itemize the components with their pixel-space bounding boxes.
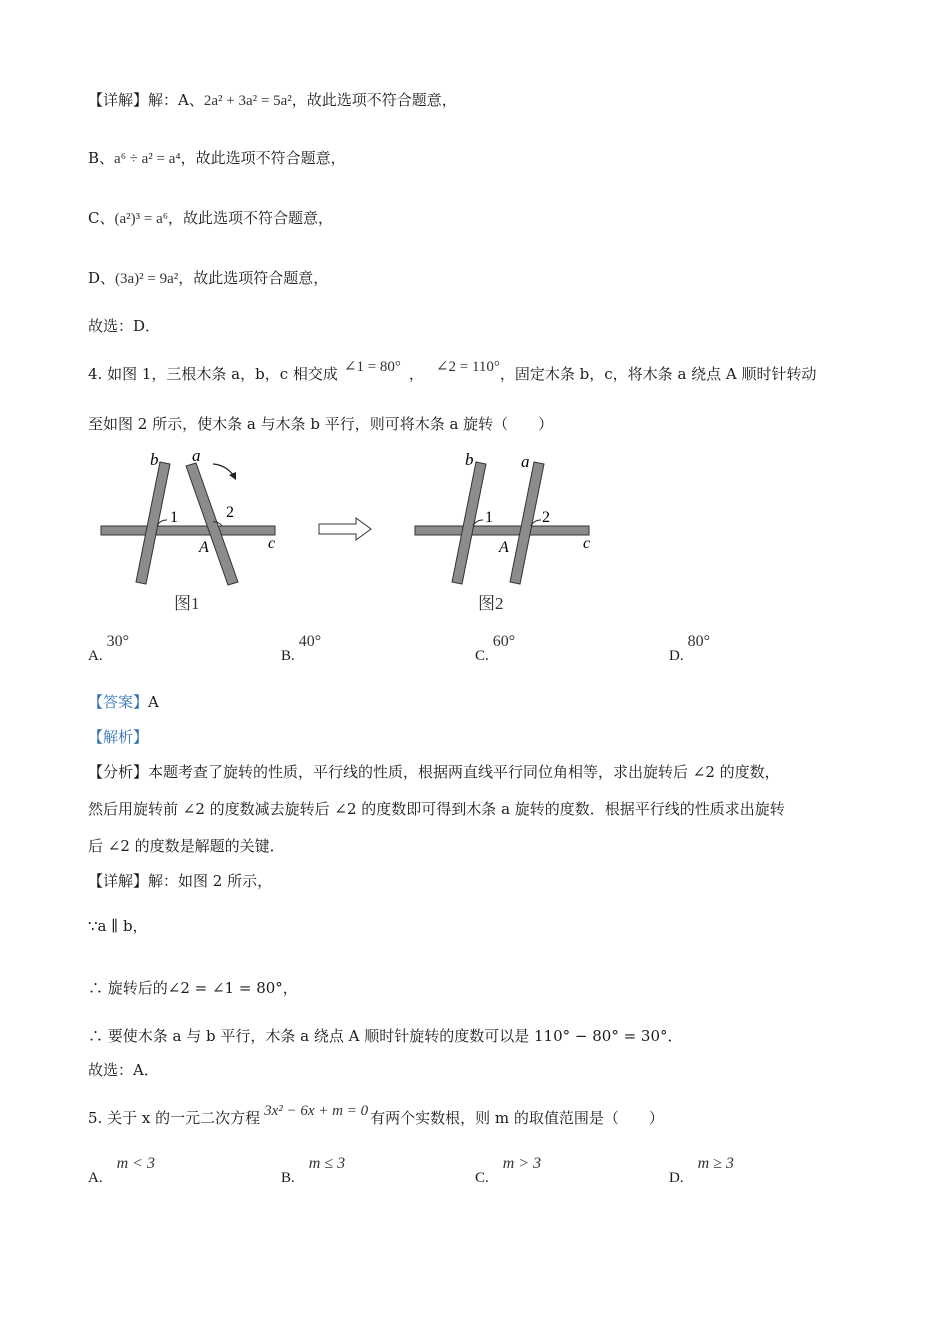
q4-angle1: ∠1 = 80° [343,359,401,375]
fig2-label-b: b [465,450,474,469]
q4-option-a-value: 30° [106,633,129,650]
q3-conclusion: 故选：D． [88,317,161,335]
q4-option-c-label: C. [475,648,489,664]
q4-answer-tag: 【答案】 [88,693,149,711]
q4-analysis-tag: 【解析】 [88,728,149,746]
q3-c-prefix: C、 [88,209,115,227]
fig2-bar-c [415,526,589,535]
q5-equation: 3x² − 6x + m = 0 [264,1103,369,1119]
q4-conclusion: 故选：A． [88,1061,159,1079]
q4-option-a [88,633,129,665]
q4-detail-line1: 【详解】解：如图 2 所示， [88,872,273,890]
fig2-bar-b [452,462,486,584]
q4-option-b-value: 40° [298,633,322,650]
q5-option-a-value: m < 3 [116,1155,155,1172]
q3-d-math: (3a)² = 9a² [115,271,179,287]
fig2-label-1: 1 [485,509,493,526]
figure-1 [101,446,275,613]
q4-analysis-line3: 后 ∠2 的度数是解题的关键． [88,837,285,855]
q5-option-b-label: B. [281,1170,295,1186]
q4-option-b-label: B. [281,648,295,664]
q5-option-c-value: m > 3 [502,1155,542,1172]
q4-answer: A [148,693,159,711]
q4-stem-line2: 至如图 2 所示，使木条 a 与木条 b 平行，则可将木条 a 旋转（ ） [88,415,554,433]
q4-option-b [281,633,322,665]
q3-b-math: a⁶ ÷ a² = a⁴ [114,151,181,167]
q5-option-a-label: A. [88,1170,103,1186]
q3-c-math: (a²)³ = a⁶ [114,211,168,227]
fig1-label-c: c [268,535,276,552]
q4-option-a-label: A. [88,648,103,664]
q4-stem-part-a: 4. 如图 1，三根木条 a，b，c 相交成 [88,365,338,383]
q5-stem-part-b: 有两个实数根，则 m 的取值范围是（ ） [370,1109,664,1127]
q4-option-d-label: D. [669,648,684,664]
q3-b-text: ，故此选项不符合题意， [180,149,346,167]
fig1-bar-b [136,462,170,584]
fig1-label-1: 1 [170,509,178,526]
q4-answer-line [88,692,159,712]
q3-b-prefix: B、 [88,149,115,167]
q3-a-math: 2a² + 3a² = 5a² [203,93,292,109]
q4-option-c-value: 60° [492,633,516,650]
q3-d-prefix: D、 [88,269,116,287]
q5-stem-part-a: 5. 关于 x 的一元二次方程 [88,1109,261,1127]
q4-option-d [669,633,710,665]
q5-option-d-label: D. [669,1170,684,1186]
q4-analysis-line2: 然后用旋转前 ∠2 的度数减去旋转后 ∠2 的度数即可得到木条 a 旋转的度数．根据平行线的性质求出旋转 [88,800,785,818]
q4-detail-line2: ∵a ∥ b， [88,917,148,935]
transition-arrow-icon [319,518,371,540]
q3-d-text: ，故此选项符合题意， [178,269,329,287]
q4-stem-part-b: ，固定木条 b，c，将木条 a 绕点 A 顺时针转动 [499,365,817,383]
q4-detail-line3: ∴ 旋转后的∠2 = ∠1 = 80°， [88,979,298,997]
q4-angle2: ∠2 = 110° [435,359,500,375]
q5-stem [88,1103,664,1129]
q5-option-a [88,1155,155,1187]
q5-option-d-value: m ≥ 3 [697,1155,734,1172]
q3-detail-prefix: 【详解】解：A、 [88,91,204,109]
q5-option-d [669,1155,734,1187]
q4-detail-line4: ∴ 要使木条 a 与 b 平行，木条 a 绕点 A 顺时针旋转的度数可以是 110° − 80° = 30°． [88,1027,683,1045]
fig1-bar-a [186,463,238,585]
q5-option-c [475,1155,542,1187]
q4-option-c [475,633,516,665]
fig1-label-a: a [192,446,201,465]
fig2-label-A: A [499,539,509,556]
fig2-label-a: a [521,452,530,471]
fig1-label-2: 2 [226,504,234,521]
fig2-label-2: 2 [542,509,550,526]
q4-option-d-value: 80° [687,633,710,650]
rotation-arrow-icon [213,464,234,476]
q3-c-text: ，故此选项不符合题意， [167,209,333,227]
q4-analysis-line1: 【分析】本题考查了旋转的性质，平行线的性质，根据两直线平行同位角相等，求出旋转后 ∠2 的度数， [88,763,780,781]
fig2-bar-a [510,462,544,584]
q4-sep: ， [408,365,424,383]
fig1-label-b: b [150,450,159,469]
q3-a-text: ，故此选项不符合题意， [291,91,457,109]
fig2-label-c: c [583,535,591,552]
fig1-bar-c [101,526,275,535]
q5-option-b-value: m ≤ 3 [308,1155,346,1172]
q5-option-b [281,1155,346,1187]
q5-option-c-label: C. [475,1170,489,1186]
fig1-label-A: A [199,539,209,556]
figure-2 [415,450,590,613]
fig2-caption: 图2 [478,594,504,613]
fig1-caption: 图1 [174,594,200,613]
